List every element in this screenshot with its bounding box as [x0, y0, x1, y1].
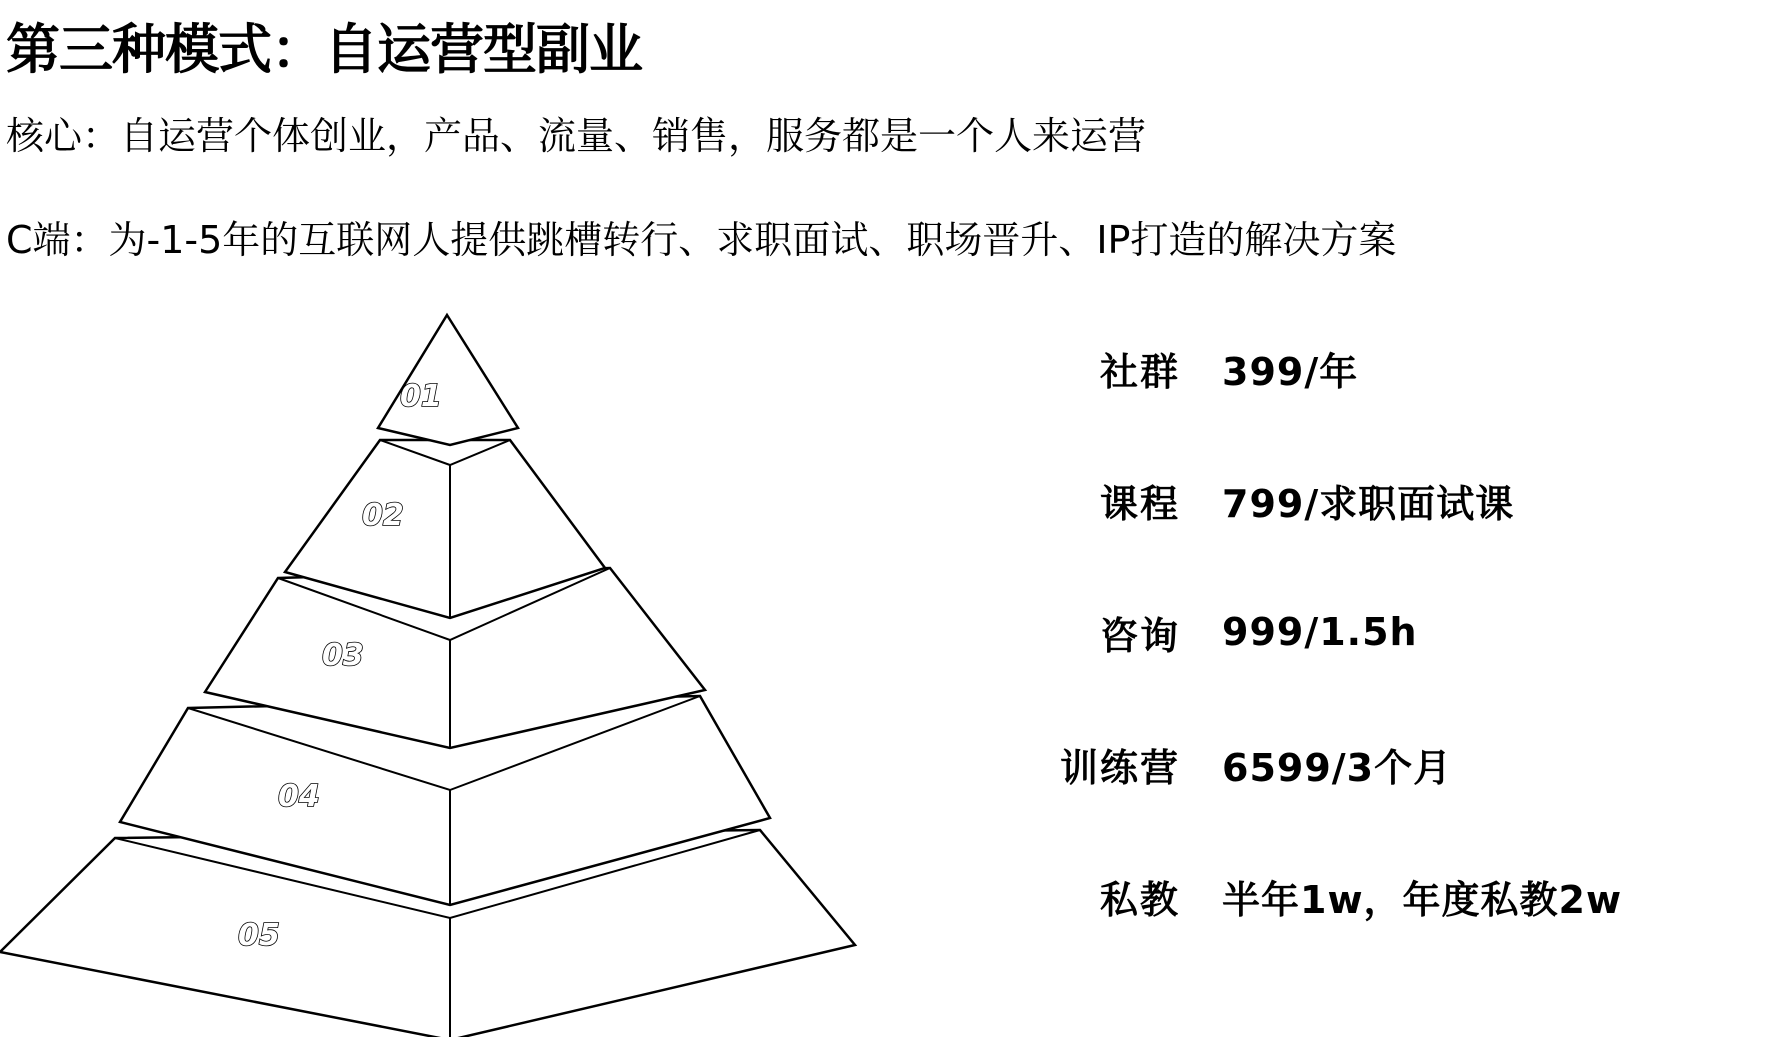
tier-number-01: 01 [400, 379, 442, 414]
product-price: 799/求职面试课 [1222, 481, 1515, 526]
product-price: 半年1w，年度私教2w [1222, 877, 1623, 922]
product-name: 课程 [1099, 481, 1180, 526]
tier-number-04: 04 [278, 779, 320, 814]
product-name: 私教 [1099, 877, 1180, 922]
tier-number-02: 02 [362, 498, 404, 533]
product-price: 6599/3个月 [1222, 745, 1453, 790]
pyramid-diagram [0, 300, 880, 1037]
product-name: 社群 [1099, 349, 1180, 394]
product-name: 训练营 [1059, 745, 1180, 790]
tier-number-03: 03 [322, 638, 364, 673]
price-row-consulting [1000, 602, 1418, 662]
core-description: 核心：自运营个体创业，产品、流量、销售，服务都是一个人来运营 [6, 114, 1147, 158]
price-row-private-coaching [1000, 866, 1622, 926]
pyramid-tier-01 [378, 315, 518, 445]
price-row-course [1000, 470, 1514, 530]
price-row-bootcamp [1000, 734, 1452, 794]
tier-number-05: 05 [238, 918, 280, 953]
product-name: 咨询 [1099, 613, 1180, 658]
product-price: 999/1.5h [1222, 610, 1418, 654]
page-title: 第三种模式：自运营型副业 [6, 18, 642, 81]
c-end-description: C端：为-1-5年的互联网人提供跳槽转行、求职面试、职场晋升、IP打造的解决方案 [6, 218, 1397, 262]
product-price: 399/年 [1222, 349, 1359, 394]
price-row-community [1000, 338, 1358, 398]
